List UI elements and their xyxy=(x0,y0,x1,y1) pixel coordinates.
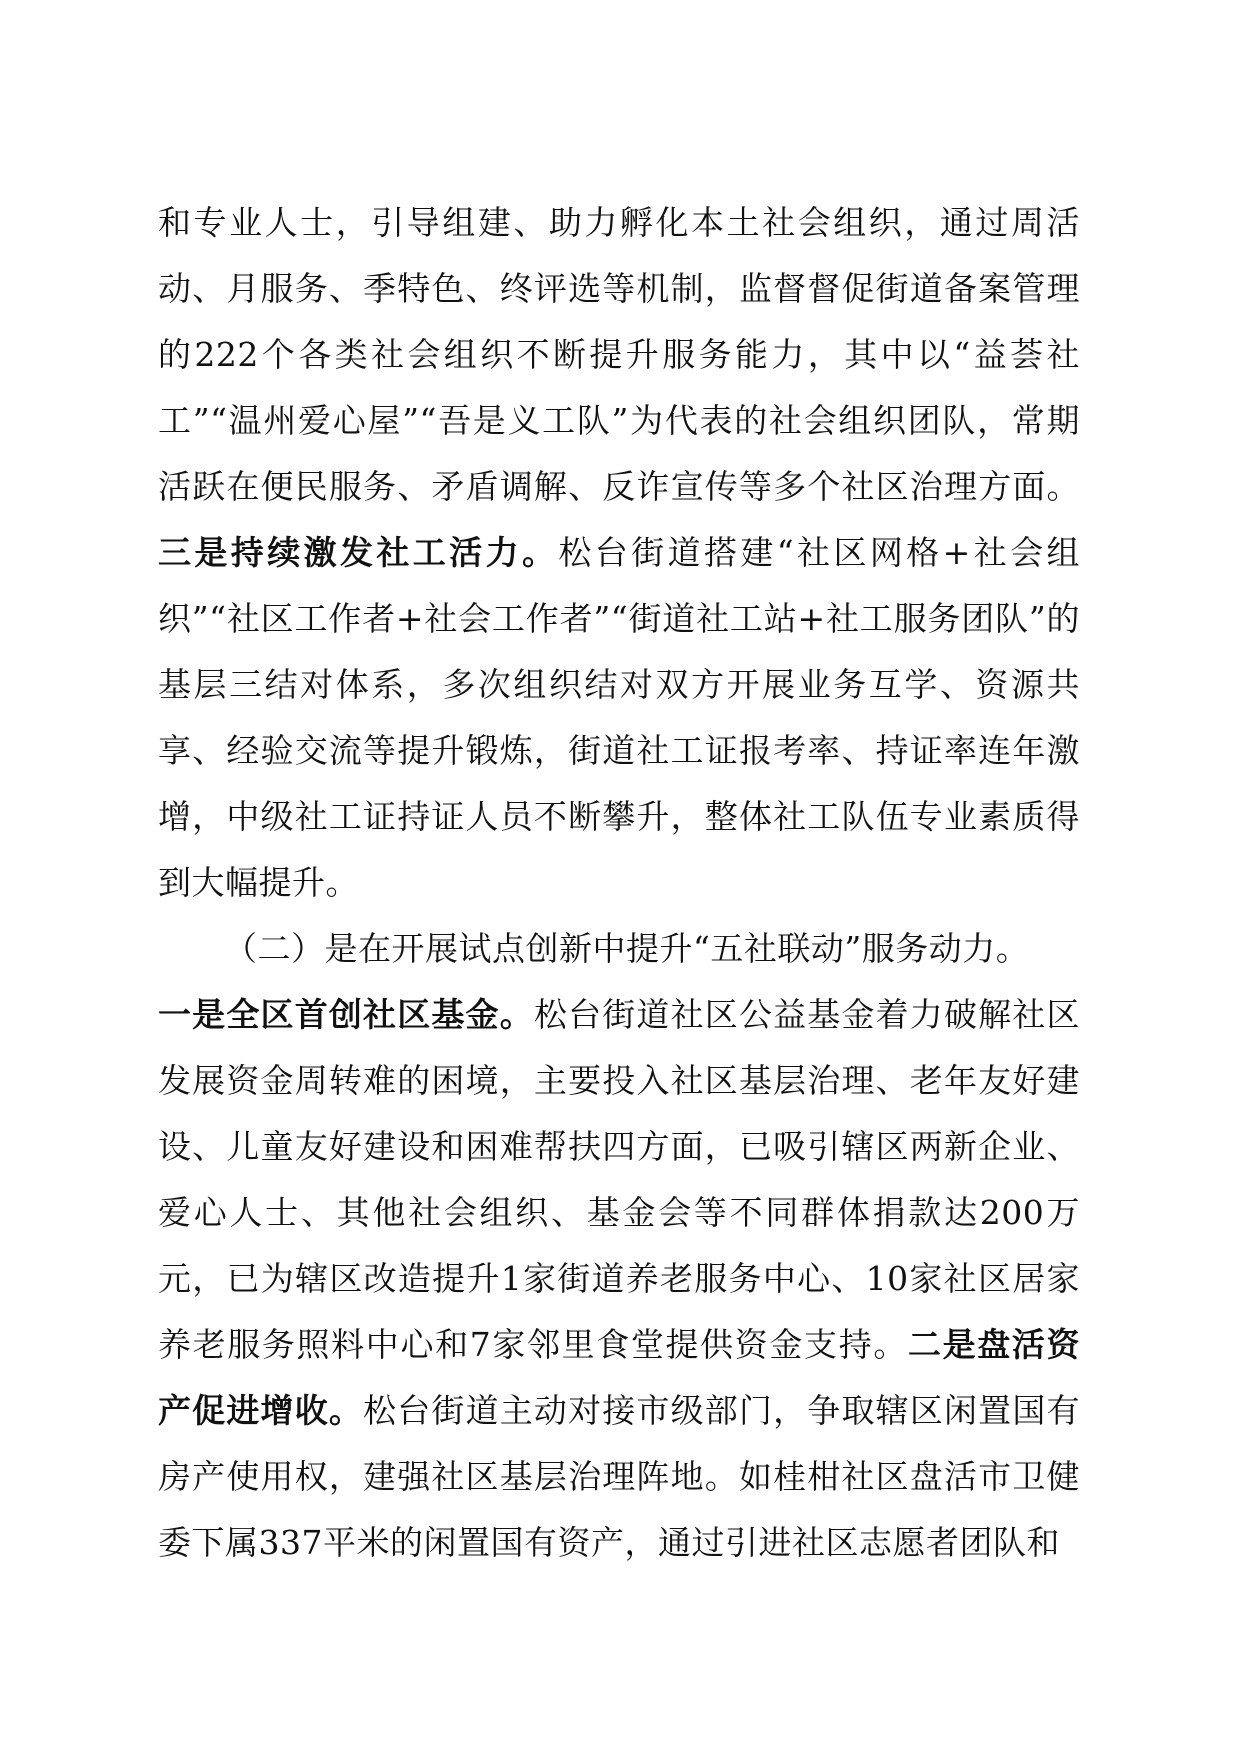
section-heading-text: （二）是在开展试点创新中提升“五社联动”服务动力。 xyxy=(224,929,1030,968)
section-heading xyxy=(158,916,1080,982)
bold-subheading: 二是盘活资产促进增收。 xyxy=(158,1325,1081,1430)
bold-subheading: 一是全区首创社区基金。 xyxy=(158,995,534,1034)
body-text xyxy=(158,190,1080,1576)
paragraph-text: 松台街道搭建“社区网格+社会组织”“社区工作者+社会工作者”“街道社工站+社工服务团队”的基层三结对体系，多次组织结对双方开展业务互学、资源共享、经验交流等提升锻炼，街道社工证报考率、持证率连年激增，中级社工证持证人员不断攀升，整体社工队伍专业素质得到大幅提升。 xyxy=(158,533,1080,902)
bold-subheading: 三是持续激发社工活力。 xyxy=(158,533,559,572)
paragraph-community-fund xyxy=(158,982,1080,1576)
paragraph-text: 松台街道社区公益基金着力破解社区发展资金周转难的困境，主要投入社区基层治理、老年友好建设、儿童友好建设和困难帮扶四方面，已吸引辖区两新企业、爱心人士、其他社会组织、基金会等不同群体捐款达200万元，已为辖区改造提升1家街道养老服务中心、10家社区居家养老服务照料中心和7家邻里食堂提供资金支持。 xyxy=(158,995,1081,1364)
paragraph-text: 和专业人士，引导组建、助力孵化本土社会组织，通过周活动、月服务、季特色、终评选等机制，监督督促街道备案管理的222个各类社会组织不断提升服务能力，其中以“益荟社工”“温州爱心屋”“吾是义工队”为代表的社会组织团队，常期活跃在便民服务、矛盾调解、反诈宣传等多个社区治理方面。 xyxy=(158,203,1080,506)
paragraph-text: 松台街道主动对接市级部门，争取辖区闲置国有房产使用权，建强社区基层治理阵地。如桂柑社区盘活市卫健委下属337平米的闲置国有资产，通过引进社区志愿者团队和 xyxy=(158,1391,1081,1562)
paragraph-social-organizations xyxy=(158,190,1080,916)
